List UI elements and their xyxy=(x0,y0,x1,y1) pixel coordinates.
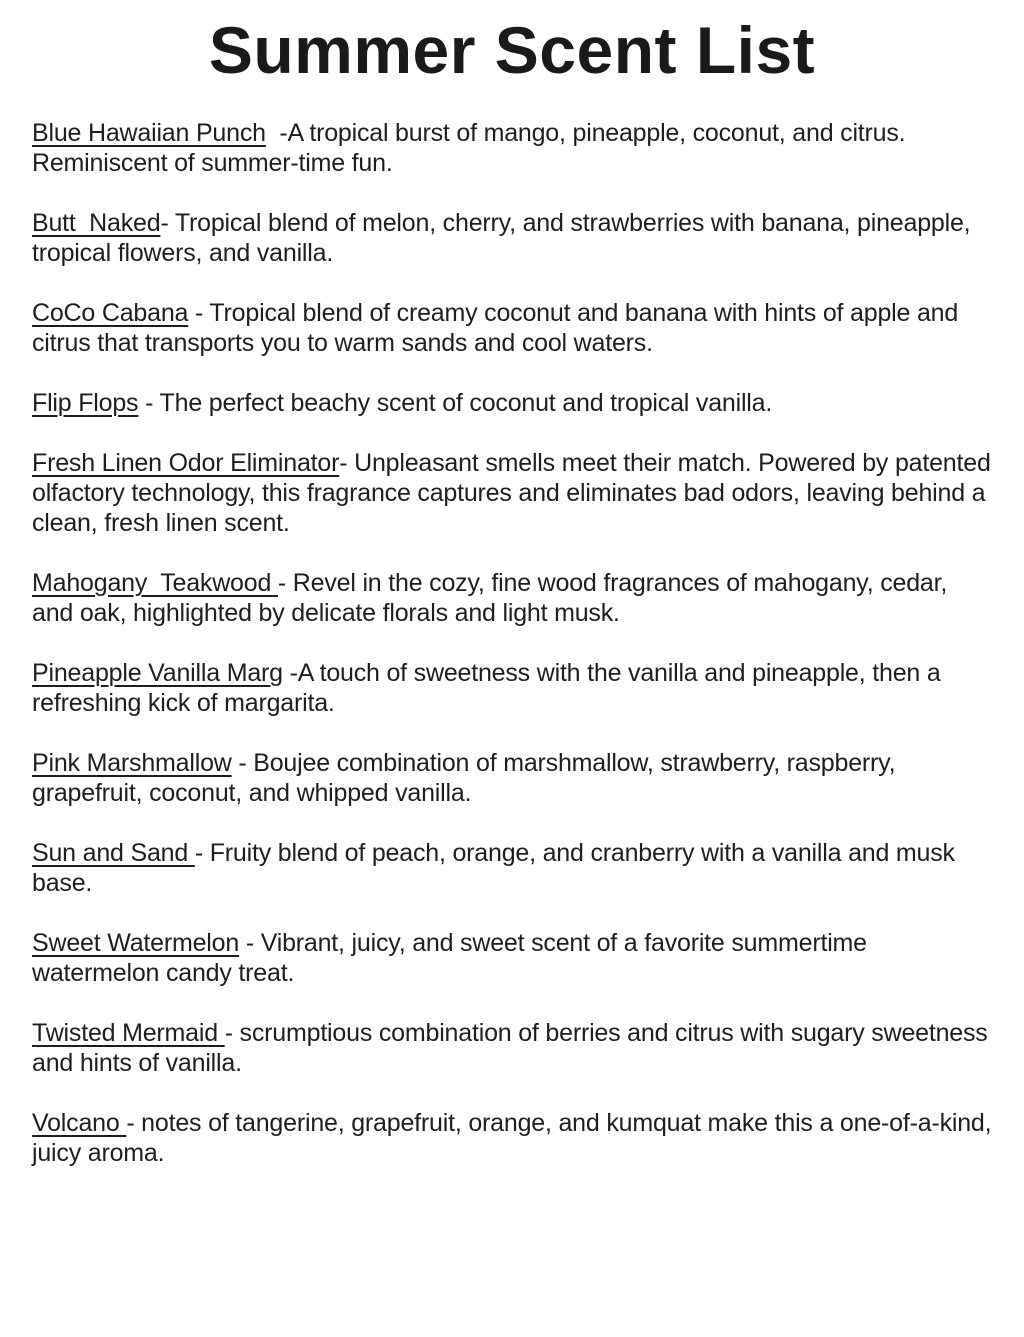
scent-item xyxy=(32,568,992,628)
scent-item xyxy=(32,298,992,358)
page-title: Summer Scent List xyxy=(208,13,816,87)
scent-item xyxy=(32,838,992,898)
scent-item xyxy=(32,448,998,538)
scent-description: - scrumptious combination of berries and citrus with sugary sweetness and hints of vanilla. xyxy=(32,1019,995,1077)
scent-item xyxy=(32,118,992,178)
scent-name: Pineapple Vanilla Marg xyxy=(32,659,283,687)
scent-name: Twisted Mermaid xyxy=(32,1019,225,1047)
document-page xyxy=(0,12,1024,1337)
scent-name: Fresh Linen Odor Eliminator xyxy=(32,449,340,477)
scent-name: Blue Hawaiian Punch xyxy=(32,119,266,147)
scent-description: -A touch of sweetness with the vanilla and pineapple, then a refreshing kick of margarita. xyxy=(32,659,948,717)
scent-item xyxy=(32,1108,999,1168)
scent-name: Butt Naked xyxy=(32,209,161,237)
scent-item xyxy=(32,1018,995,1078)
scent-list xyxy=(32,118,999,1168)
scent-description: - Tropical blend of creamy coconut and banana with hints of apple and citrus that transports you to warm sands and cool waters. xyxy=(32,299,965,357)
scent-description: - Boujee combination of marshmallow, strawberry, raspberry, grapefruit, coconut, and whipped vanilla. xyxy=(32,749,903,807)
scent-item xyxy=(32,208,992,268)
scent-description: -A tropical burst of mango, pineapple, coconut, and citrus. Reminiscent of summer-time fun. xyxy=(32,119,913,177)
scent-name: Sweet Watermelon xyxy=(32,929,240,957)
scent-name: Pink Marshmallow xyxy=(32,749,232,777)
scent-description: - notes of tangerine, grapefruit, orange, and kumquat make this a one-of-a-kind, juicy aroma. xyxy=(32,1109,999,1167)
scent-item xyxy=(32,658,992,718)
scent-name: Mahogany Teakwood xyxy=(32,569,278,597)
scent-description: - Fruity blend of peach, orange, and cranberry with a vanilla and musk base. xyxy=(32,839,962,897)
scent-description: - Revel in the cozy, fine wood fragrances of mahogany, cedar, and oak, highlighted by delicate florals and light musk. xyxy=(32,569,954,627)
scent-description: - Unpleasant smells meet their match. Powered by patented olfactory technology, this fragrance captures and eliminates bad odors, leaving behind a clean, fresh linen scent. xyxy=(32,449,998,537)
scent-name: CoCo Cabana xyxy=(32,299,189,327)
scent-description: - Vibrant, juicy, and sweet scent of a favorite summertime watermelon candy treat. xyxy=(32,929,874,987)
scent-item xyxy=(32,748,992,808)
scent-name: Sun and Sand xyxy=(32,839,195,867)
scent-description: - Tropical blend of melon, cherry, and strawberries with banana, pineapple, tropical flowers, and vanilla. xyxy=(32,209,978,267)
scent-name: Volcano xyxy=(32,1109,127,1137)
scent-description: - The perfect beachy scent of coconut and tropical vanilla. xyxy=(138,389,773,417)
scent-name: Flip Flops xyxy=(32,389,139,417)
scent-item xyxy=(32,928,992,988)
scent-item xyxy=(32,388,992,418)
